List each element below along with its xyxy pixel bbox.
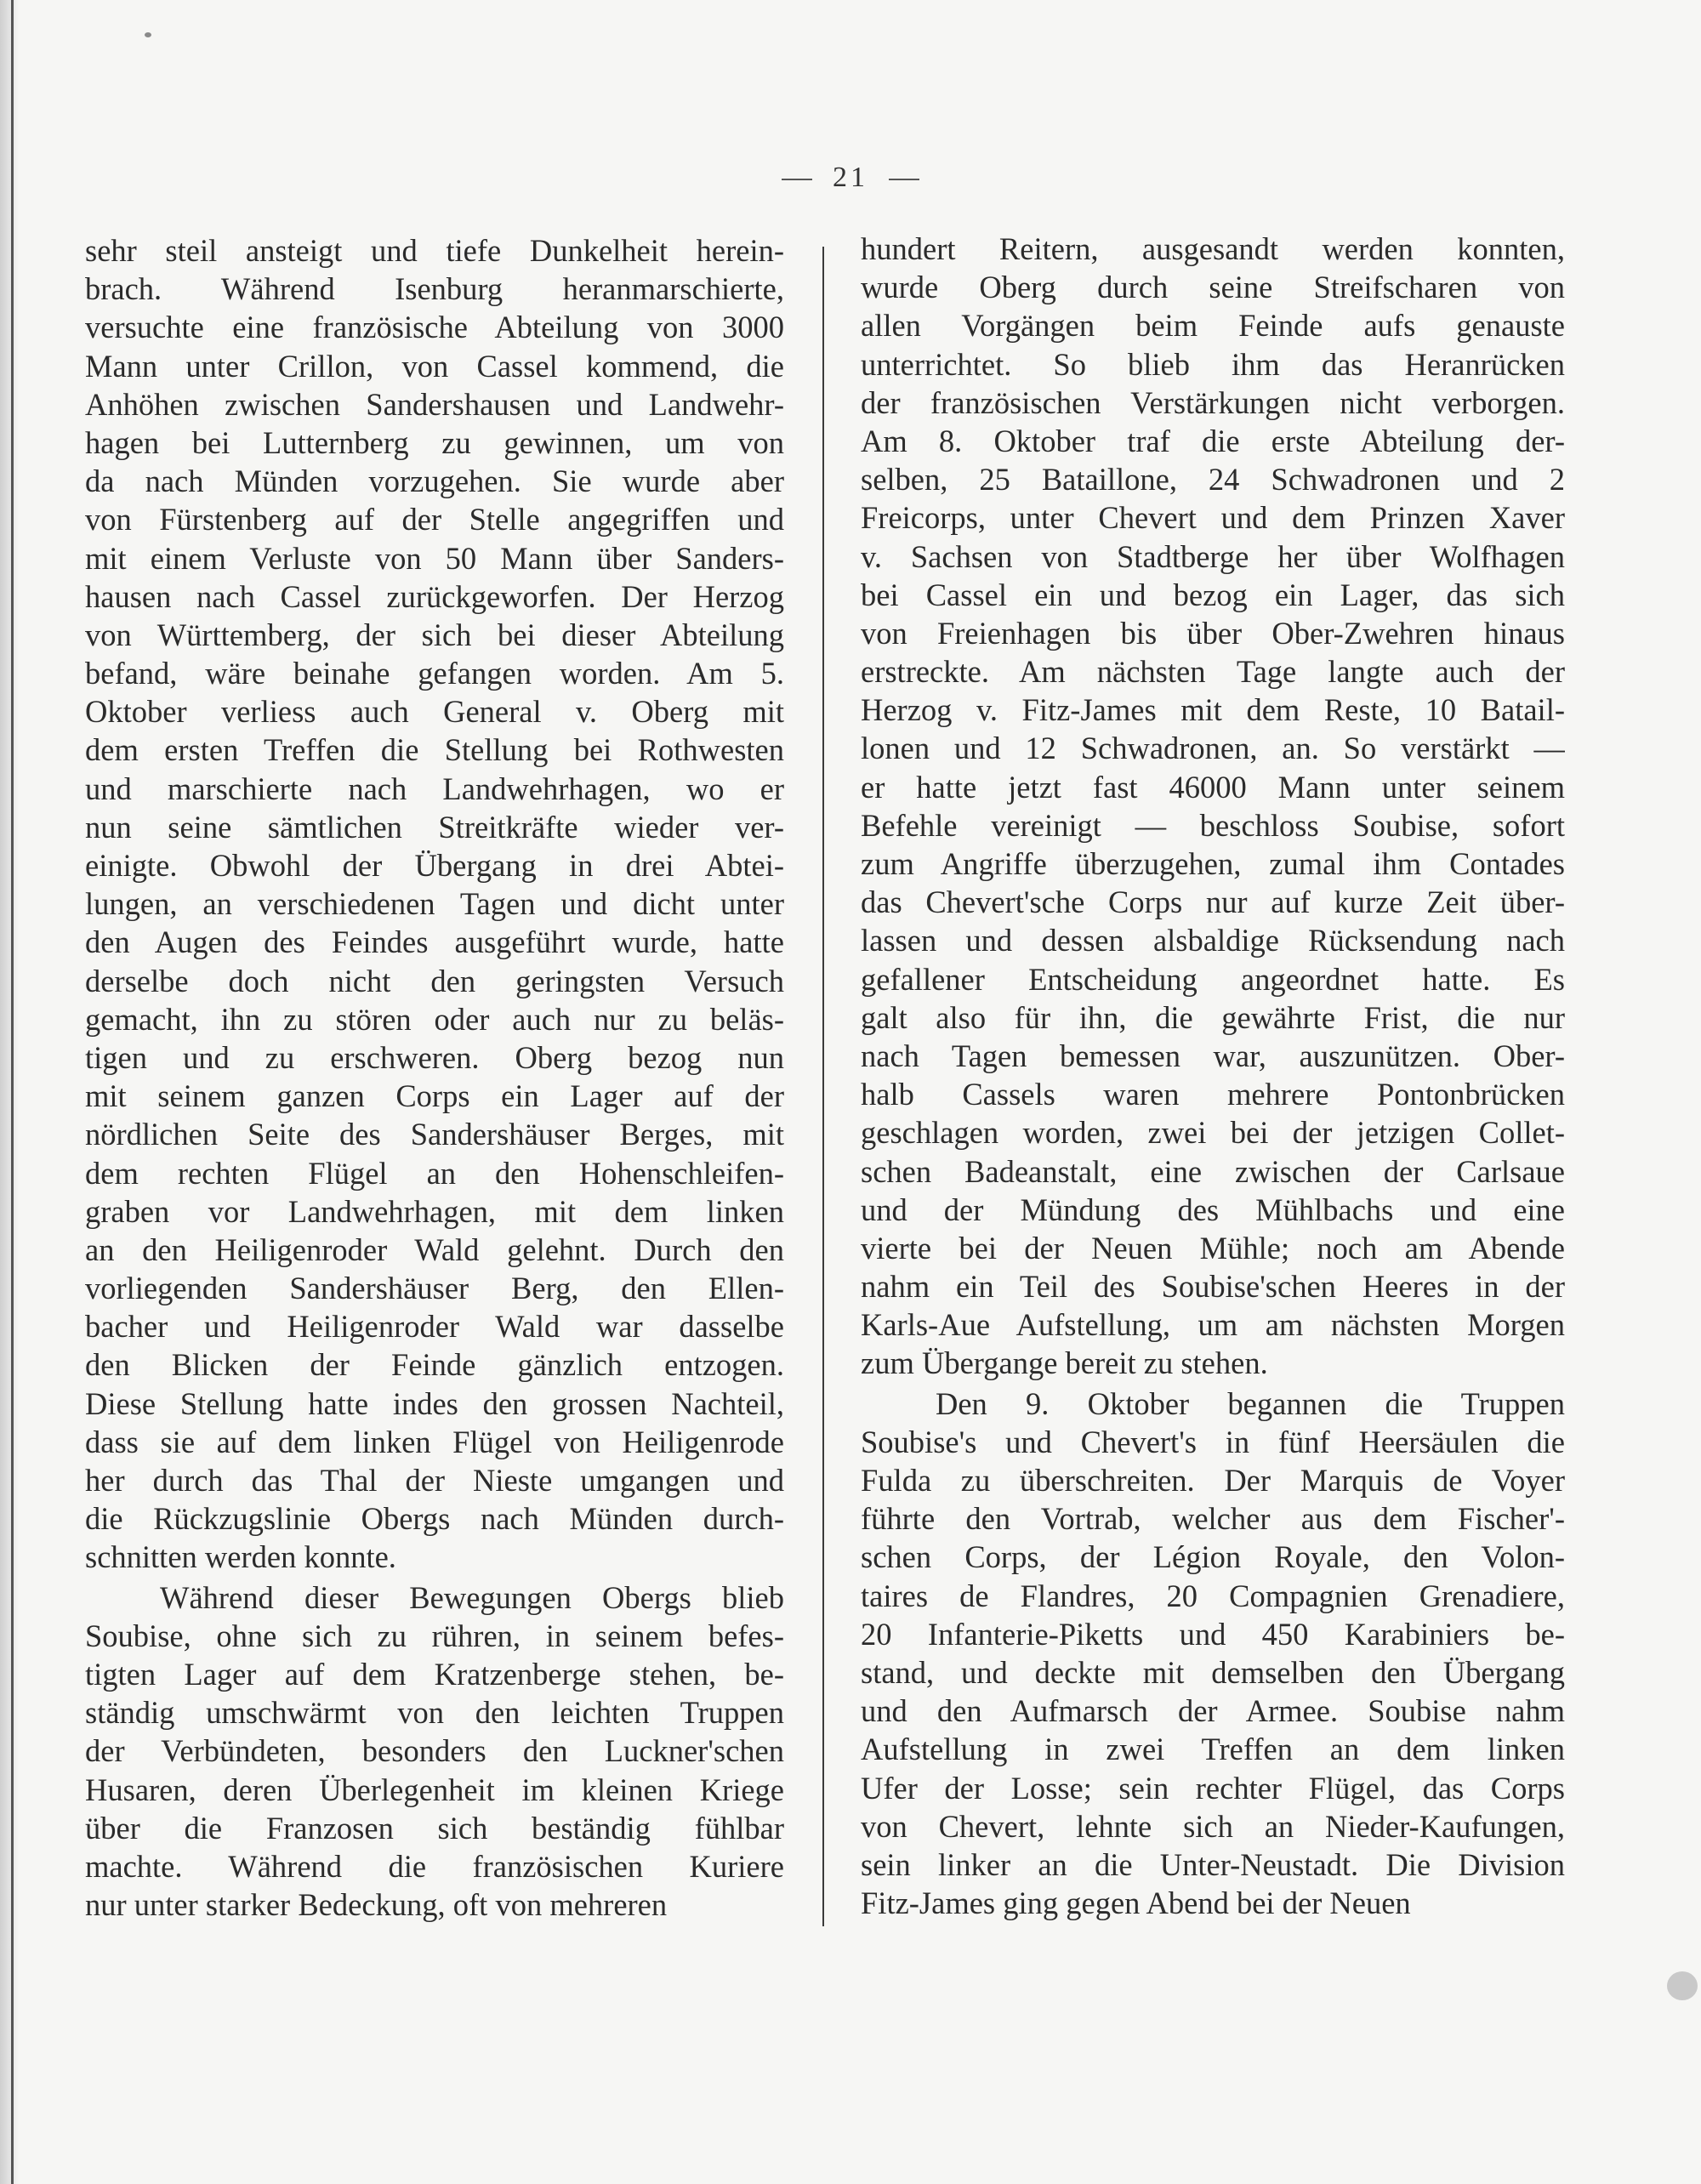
text-line: Fulda zu überschreiten. Der Marquis de Voyer	[861, 1463, 1565, 1498]
text-line: Den 9. Oktober begannen die Truppen	[936, 1385, 1565, 1421]
text-line: Husaren, deren Überlegenheit im kleinen Kriege	[85, 1772, 784, 1807]
right-column	[861, 230, 1565, 1922]
text-line: dem rechten Flügel an den Hohenschleifen-	[85, 1155, 784, 1191]
text-line: lassen und dessen alsbaldige Rücksendung nach	[861, 923, 1565, 958]
left-column	[85, 231, 784, 1924]
text-line: vierte bei der Neuen Mühle; noch am Abende	[861, 1230, 1565, 1265]
text-line: befand, wäre beinahe gefangen worden. Am 5.	[85, 656, 784, 691]
text-line: gemacht, ihn zu stören oder auch nur zu beläs-	[85, 1001, 784, 1037]
text-line: hausen nach Cassel zurückgeworfen. Der Herzog	[85, 578, 784, 614]
text-line: da nach Münden vorzugehen. Sie wurde aber	[85, 464, 784, 499]
text-line: nördlichen Seite des Sandershäuser Berges, mit	[85, 1117, 784, 1152]
text-line: das Chevert'sche Corps nur auf kurze Zeit über-	[861, 884, 1565, 920]
binding-edge-line	[11, 0, 14, 2184]
page-number-header	[0, 162, 1701, 194]
page-gutter-shadow	[0, 0, 19, 2184]
text-line: Befehle vereinigt — beschloss Soubise, sofort	[861, 807, 1565, 843]
text-line: von Chevert, lehnte sich an Nieder-Kaufungen,	[861, 1808, 1565, 1844]
text-line: hagen bei Lutternberg zu gewinnen, um von	[85, 424, 784, 460]
text-line: unterrichtet. So blieb ihm das Heranrücken	[861, 346, 1565, 382]
text-line: her durch das Thal der Nieste umgangen und	[85, 1463, 784, 1498]
text-line: er hatte jetzt fast 46000 Mann unter seinem	[861, 769, 1565, 805]
page-number: 21	[833, 162, 868, 193]
text-line: nach Tagen bemessen war, auszunützen. Ober-	[861, 1038, 1565, 1073]
text-line: schen Corps, der Légion Royale, den Volon-	[861, 1539, 1565, 1575]
text-line: galt also für ihn, die gewährte Frist, die nur	[861, 999, 1565, 1035]
text-line: vorliegenden Sandershäuser Berg, den Ellen-	[85, 1271, 784, 1306]
text-line: Anhöhen zwischen Sandershausen und Landwehr-	[85, 386, 784, 422]
text-line: Soubise, ohne sich zu rühren, in seinem befes-	[85, 1618, 784, 1653]
text-line: geschlagen worden, zwei bei der jetzigen Collet-	[861, 1115, 1565, 1151]
text-line: von Fürstenberg auf der Stelle angegriffen und	[85, 502, 784, 537]
text-line: versuchte eine französische Abteilung von 3000	[85, 310, 784, 345]
text-line: Mann unter Crillon, von Cassel kommend, die	[85, 348, 784, 384]
text-line: brach. Während Isenburg heranmarschierte,	[85, 271, 784, 307]
text-line: nur unter starker Bedeckung, oft von mehreren	[85, 1887, 668, 1923]
text-line: einigte. Obwohl der Übergang in drei Abtei-	[85, 848, 784, 883]
text-line: halb Cassels waren mehrere Pontonbrücken	[861, 1077, 1565, 1112]
text-line: gefallener Entscheidung angeordnet hatte. Es	[861, 961, 1565, 997]
text-line: erstreckte. Am nächsten Tage langte auch der	[861, 654, 1565, 690]
text-line: Fitz-James ging gegen Abend bei der Neuen	[861, 1885, 1411, 1921]
text-line: nun seine sämtlichen Streitkräfte wieder ver-	[85, 809, 784, 845]
text-line: ständig umschwärmt von den leichten Truppen	[85, 1695, 784, 1731]
text-line: machte. Während die französischen Kuriere	[85, 1848, 784, 1884]
text-line: Aufstellung in zwei Treffen an dem linken	[861, 1732, 1565, 1767]
text-line: bacher und Heiligenroder Wald war dasselbe	[85, 1309, 784, 1345]
text-line: nahm ein Teil des Soubise'schen Heeres in der	[861, 1269, 1565, 1305]
text-line: an den Heiligenroder Wald gelehnt. Durch den	[85, 1231, 784, 1267]
text-line: Soubise's und Chevert's in fünf Heersäulen die	[861, 1424, 1565, 1459]
text-line: Freicorps, unter Chevert und dem Prinzen Xaver	[861, 500, 1565, 536]
text-line: und der Mündung des Mühlbachs und eine	[861, 1192, 1565, 1227]
text-line: allen Vorgängen beim Feinde aufs genauste	[861, 308, 1565, 344]
text-line: hundert Reitern, ausgesandt werden konnten,	[861, 231, 1565, 266]
text-line: und den Aufmarsch der Armee. Soubise nahm	[861, 1693, 1565, 1729]
text-line: Während dieser Bewegungen Obergs blieb	[160, 1579, 784, 1615]
text-line: v. Sachsen von Stadtberge her über Wolfhagen	[861, 538, 1565, 574]
text-line: mit einem Verluste von 50 Mann über Sanders-	[85, 540, 784, 576]
text-line: Ufer der Losse; sein rechter Flügel, das Corps	[861, 1770, 1565, 1806]
text-line: zum Übergange bereit zu stehen.	[861, 1345, 1268, 1381]
text-line: zum Angriffe überzugehen, zumal ihm Contades	[861, 846, 1565, 881]
text-line: von Württemberg, der sich bei dieser Abteilung	[85, 617, 784, 652]
text-line: schen Badeanstalt, eine zwischen der Carlsaue	[861, 1153, 1565, 1189]
column-divider	[822, 247, 824, 1926]
text-line: 20 Infanterie-Piketts und 450 Karabiniers be-	[861, 1616, 1565, 1652]
text-line: schnitten werden konnte.	[85, 1539, 396, 1575]
text-line: der französischen Verstärkungen nicht verborgen.	[861, 384, 1565, 420]
text-line: stand, und deckte mit demselben den Übergang	[861, 1654, 1565, 1690]
text-line: Diese Stellung hatte indes den grossen Nachteil,	[85, 1385, 784, 1421]
text-line: wurde Oberg durch seine Streifscharen von	[861, 270, 1565, 305]
text-line: lungen, an verschiedenen Tagen und dicht unter	[85, 886, 784, 922]
text-line: tigen und zu erschweren. Oberg bezog nun	[85, 1039, 784, 1075]
text-line: lonen und 12 Schwadronen, an. So verstärkt —	[861, 731, 1565, 766]
header-dash-right	[889, 179, 919, 180]
text-line: Am 8. Oktober traf die erste Abteilung der-	[861, 423, 1565, 458]
text-line: Karls-Aue Aufstellung, um am nächsten Morgen	[861, 1307, 1565, 1343]
text-line: dem ersten Treffen die Stellung bei Rothwesten	[85, 732, 784, 768]
text-line: tigten Lager auf dem Kratzenberge stehen, be-	[85, 1656, 784, 1692]
scan-stain	[1667, 1971, 1698, 2000]
text-line: taires de Flandres, 20 Compagnien Grenadiere,	[861, 1578, 1565, 1613]
text-line: sein linker an die Unter-Neustadt. Die Division	[861, 1846, 1565, 1882]
text-line: und marschierte nach Landwehrhagen, wo er	[85, 771, 784, 806]
text-line: die Rückzugslinie Obergs nach Münden durch-	[85, 1501, 784, 1537]
text-line: von Freienhagen bis über Ober-Zwehren hinaus	[861, 615, 1565, 651]
text-line: mit seinem ganzen Corps ein Lager auf der	[85, 1078, 784, 1114]
text-line: dass sie auf dem linken Flügel von Heiligenrode	[85, 1424, 784, 1459]
text-line: derselbe doch nicht den geringsten Versuch	[85, 963, 784, 998]
text-line: führte den Vortrab, welcher aus dem Fischer'-	[861, 1501, 1565, 1537]
text-line: Oktober verliess auch General v. Oberg mit	[85, 694, 784, 730]
text-line: sehr steil ansteigt und tiefe Dunkelheit herein-	[85, 233, 784, 268]
text-line: den Augen des Feindes ausgeführt wurde, hatte	[85, 924, 784, 960]
text-line: über die Franzosen sich beständig fühlbar	[85, 1810, 784, 1846]
header-dash-left	[782, 179, 812, 180]
text-line: selben, 25 Bataillone, 24 Schwadronen und 2	[861, 462, 1565, 498]
scan-speck	[145, 32, 151, 37]
text-line: den Blicken der Feinde gänzlich entzogen.	[85, 1347, 784, 1383]
text-line: Herzog v. Fitz-James mit dem Reste, 10 Batail-	[861, 692, 1565, 728]
text-line: bei Cassel ein und bezog ein Lager, das sich	[861, 577, 1565, 612]
text-line: graben vor Landwehrhagen, mit dem linken	[85, 1193, 784, 1229]
text-line: der Verbündeten, besonders den Luckner'schen	[85, 1733, 784, 1769]
